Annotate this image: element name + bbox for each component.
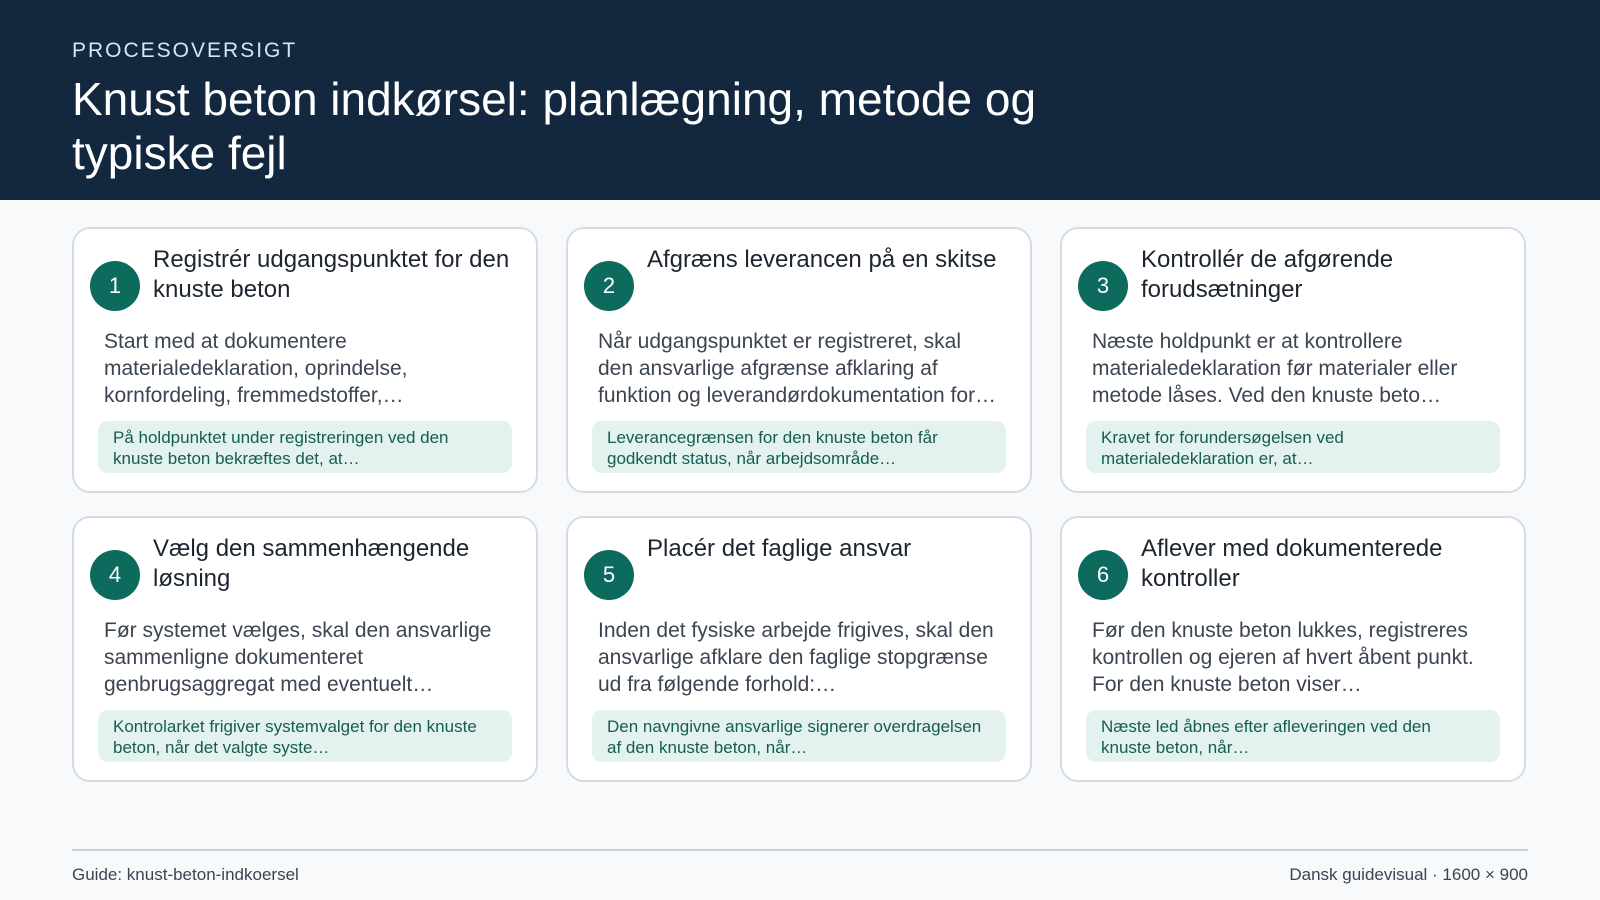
footer-divider: [72, 849, 1528, 851]
step-note: Kontrolarket frigiver systemvalget for den knuste beton, når det valgte syste…: [98, 710, 512, 762]
step-card-5: [566, 516, 1032, 782]
step-title: Vælg den sammenhængende løsning: [153, 535, 470, 592]
step-note: Leverancegrænsen for den knuste beton får godkendt status, når arbejdsområde…: [592, 421, 1006, 473]
step-number-badge: 3: [1078, 261, 1128, 311]
step-note: Den navngivne ansvarlige signerer overdragelsen af den knuste beton, når…: [592, 710, 1006, 762]
step-description: Før systemet vælges, skal den ansvarlige sammenligne dokumenteret genbrugsaggregat med eventuelt…: [104, 619, 492, 696]
step-card-4: [72, 516, 538, 782]
footer-format-label: Dansk guidevisual · 1600 × 900: [1289, 865, 1528, 884]
footer-guide-label: Guide: knust-beton-indkoersel: [72, 865, 299, 884]
step-card-1: [72, 227, 538, 493]
eyebrow-label: PROCESOVERSIGT: [72, 39, 298, 62]
step-title: Aflever med dokumenterede kontroller: [1141, 535, 1443, 592]
step-number-badge: 1: [90, 261, 140, 311]
step-description: Start med at dokumentere materialedeklaration, oprindelse, kornfordeling, fremmedstoffer,…: [104, 330, 408, 407]
step-number-badge: 4: [90, 550, 140, 600]
step-description: Før den knuste beton lukkes, registreres kontrollen og ejeren af hvert åbent punkt. For den knuste beton viser…: [1092, 619, 1474, 696]
step-note: Næste led åbnes efter afleveringen ved den knuste beton, når…: [1086, 710, 1500, 762]
step-title: Afgræns leverancen på en skitse: [647, 246, 997, 273]
step-card-6: [1060, 516, 1526, 782]
step-title: Placér det faglige ansvar: [647, 535, 912, 562]
page-title: Knust beton indkørsel: planlægning, metode og typiske fejl: [72, 73, 1037, 179]
step-note: På holdpunktet under registreringen ved den knuste beton bekræftes det, at…: [98, 421, 512, 473]
step-number-badge: 6: [1078, 550, 1128, 600]
step-note: Kravet for forundersøgelsen ved materialedeklaration er, at…: [1086, 421, 1500, 473]
step-description: Næste holdpunkt er at kontrollere materialedeklaration før materialer eller metode låses. Ved den knuste beto…: [1092, 330, 1458, 407]
step-number-badge: 2: [584, 261, 634, 311]
step-card-3: [1060, 227, 1526, 493]
step-card-2: [566, 227, 1032, 493]
step-title: Kontrollér de afgørende forudsætninger: [1141, 246, 1394, 303]
step-description: Inden det fysiske arbejde frigives, skal den ansvarlige afklare den faglige stopgrænse ud fra følgende forhold:…: [598, 619, 994, 696]
step-title: Registrér udgangspunktet for den knuste beton: [153, 246, 510, 303]
step-grid: [72, 227, 1528, 782]
step-number-badge: 5: [584, 550, 634, 600]
header: [0, 0, 1600, 200]
step-description: Når udgangspunktet er registreret, skal den ansvarlige afgrænse afklaring af funktion og leverandørdokumentation for…: [598, 330, 997, 407]
